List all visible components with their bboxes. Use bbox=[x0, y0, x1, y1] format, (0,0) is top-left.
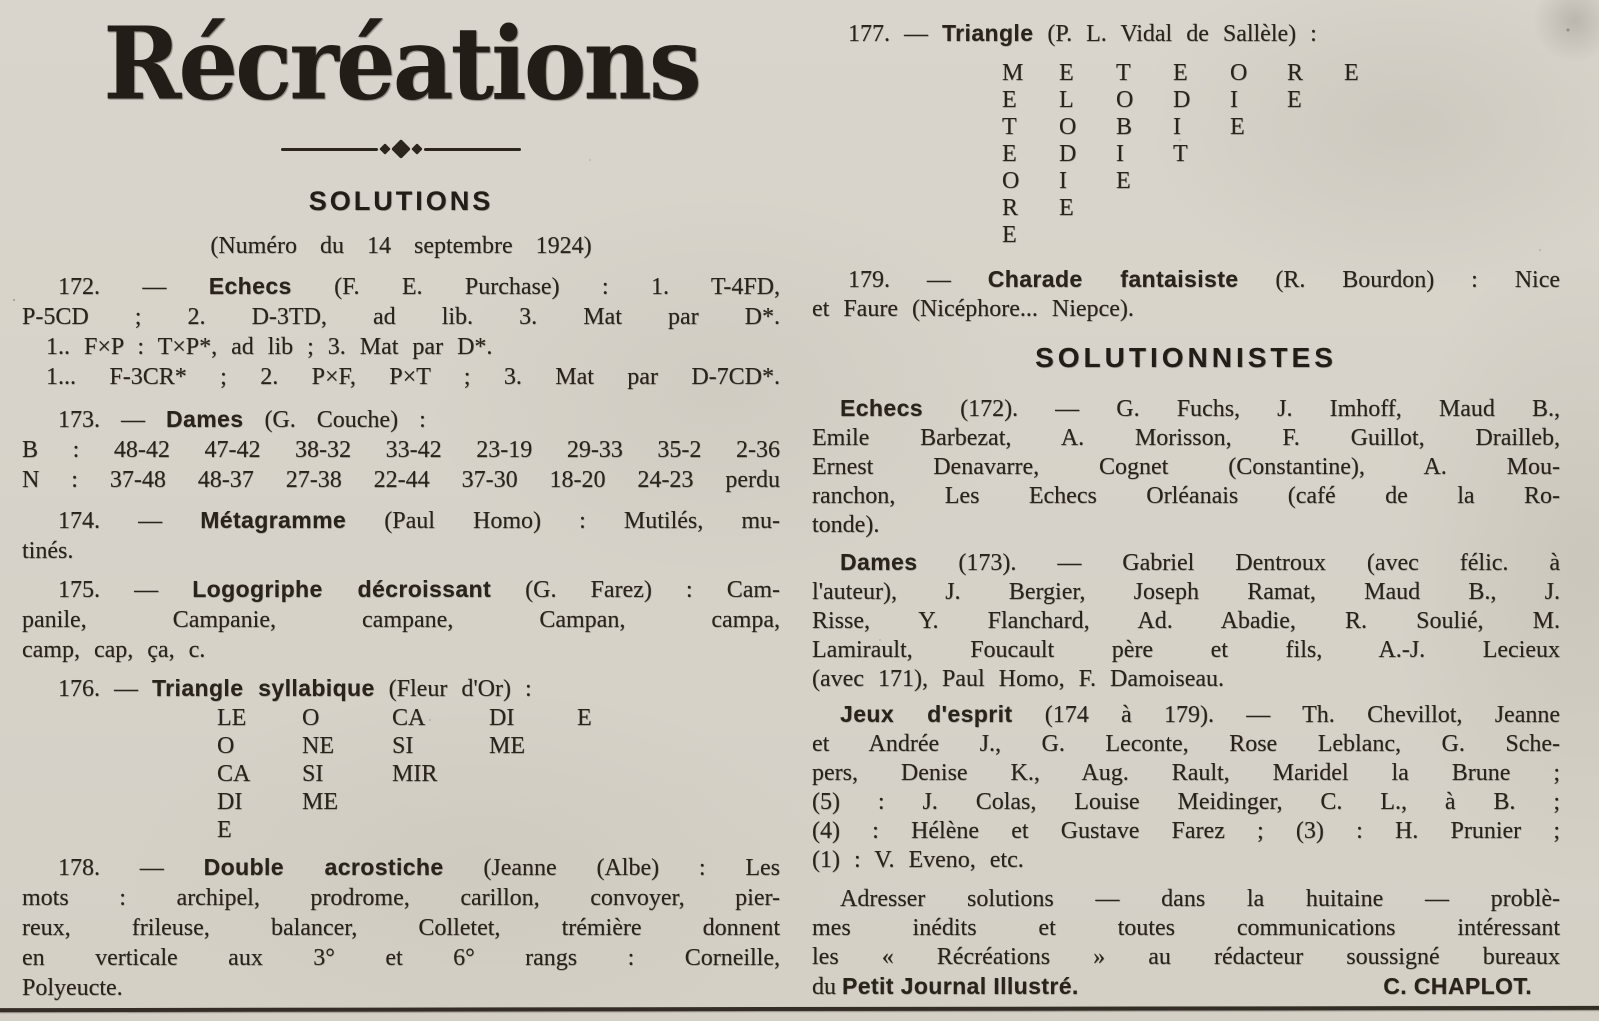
editor-notice-line-2: mes inédits et toutes communications intéressant bbox=[812, 915, 1560, 941]
solutionnistes-dames-line-4: Lamirault, Foucault père et fils, A.-J. Lecieux bbox=[812, 637, 1560, 663]
solution-173-title: Dames bbox=[166, 406, 244, 432]
solution-176-number: 176. — bbox=[58, 676, 152, 702]
solution-176 bbox=[22, 673, 780, 844]
solution-179-line-2: et Faure (Nicéphore... Niepce). bbox=[812, 296, 1134, 322]
solutionnistes-jeux-title: Jeux d'esprit bbox=[840, 701, 1013, 727]
solution-179-lead-rest: (R. Bourdon) : Nice bbox=[1238, 267, 1560, 293]
triangle-cell: I bbox=[1116, 141, 1124, 167]
letter-triangle bbox=[812, 60, 1560, 249]
triangle-cell: T bbox=[1173, 141, 1188, 167]
triangle-cell: MIR bbox=[392, 761, 438, 787]
journal-name-prefix: du bbox=[812, 974, 842, 1000]
bottom-rule-divider bbox=[0, 1006, 1599, 1012]
solution-173-number: 173. — bbox=[58, 407, 166, 433]
journal-name-phrase bbox=[812, 972, 1079, 1002]
triangle-cell: O bbox=[1002, 168, 1020, 194]
solution-177 bbox=[812, 18, 1560, 249]
solution-172-lead-rest: (F. E. Purchase) : 1. T-4FD, bbox=[291, 274, 781, 300]
triangle-cell: DI bbox=[217, 789, 243, 815]
triangle-cell: R bbox=[1287, 60, 1304, 86]
solutionnistes-dames bbox=[812, 548, 1560, 694]
triangle-cell: T bbox=[1116, 60, 1131, 86]
triangle-cell: E bbox=[1002, 87, 1017, 113]
triangle-cell: T bbox=[1002, 114, 1017, 140]
solution-175-line-2: panile, Campanie, campane, Campan, campa, bbox=[22, 607, 780, 633]
triangle-row bbox=[1002, 195, 1560, 222]
triangle-row bbox=[217, 788, 780, 816]
page-title: Récréations bbox=[103, 5, 699, 124]
solution-177-lead-rest: (P. L. Vidal de Sallèle) : bbox=[1033, 21, 1317, 47]
issue-reference-line: (Numéro du 14 septembre 1924) bbox=[210, 233, 592, 259]
triangle-cell: O bbox=[217, 733, 235, 759]
triangle-cell: D bbox=[1173, 87, 1191, 113]
solution-174-lead-rest: (Paul Homo) : Mutilés, mu- bbox=[346, 508, 780, 534]
triangle-row bbox=[1002, 60, 1560, 87]
triangle-cell: E bbox=[577, 705, 592, 731]
solutionnistes-jeux-lead bbox=[812, 700, 1560, 730]
solution-173-row-white: B : 48-42 47-42 38-32 33-42 23-19 29-33 35-2 2-36 bbox=[22, 437, 780, 463]
solution-172-number: 172. — bbox=[58, 274, 209, 300]
solution-177-title: Triangle bbox=[942, 20, 1034, 46]
solution-176-lead-rest: (Fleur d'Or) : bbox=[374, 676, 532, 702]
solution-178-number: 178. — bbox=[58, 855, 204, 881]
syllabic-triangle bbox=[22, 704, 780, 844]
solution-179-title: Charade fantaisiste bbox=[987, 266, 1239, 292]
solution-178-line-3: reux, frileuse, balancer, Colletet, trémière donnent bbox=[22, 915, 780, 941]
triangle-row bbox=[1002, 114, 1560, 141]
solutionnistes-jeux-line-3: pers, Denise K., Aug. Rault, Maridel la Brune ; bbox=[812, 760, 1560, 786]
solutionnistes-dames-line-2: l'auteur), J. Bergier, Joseph Ramat, Maud B., J. bbox=[812, 579, 1560, 605]
solution-174 bbox=[22, 505, 780, 566]
solution-176-lead bbox=[22, 673, 780, 704]
solution-172-line-4: 1... F-3CR* ; 2. P×F, P×T ; 3. Mat par D-7CD*. bbox=[46, 364, 780, 390]
triangle-cell: D bbox=[1059, 141, 1077, 167]
solution-174-line-2: tinés. bbox=[22, 538, 74, 564]
solution-174-title: Métagramme bbox=[200, 507, 347, 533]
triangle-cell: E bbox=[1287, 87, 1302, 113]
triangle-cell: E bbox=[1002, 222, 1017, 248]
triangle-row bbox=[217, 732, 780, 760]
right-column bbox=[812, 0, 1560, 1002]
triangle-cell: I bbox=[1230, 87, 1238, 113]
triangle-cell: E bbox=[1059, 60, 1074, 86]
solutionnistes-dames-line-5: (avec 171), Paul Homo, F. Damoiseau. bbox=[812, 666, 1224, 692]
divider-diamond-icon bbox=[391, 139, 411, 159]
solution-178 bbox=[22, 852, 780, 1003]
journal-name: Petit Journal Illustré. bbox=[842, 973, 1079, 999]
solutionnistes-jeux-line-4: (5) : J. Colas, Louise Meidinger, C. L., à B. ; bbox=[812, 789, 1560, 815]
triangle-cell: DI bbox=[489, 705, 515, 731]
solution-178-line-2: mots : archipel, prodrome, carillon, convoyer, pier- bbox=[22, 885, 780, 911]
solution-173 bbox=[22, 404, 780, 495]
solution-179-number: 179. — bbox=[848, 267, 988, 293]
triangle-cell: L bbox=[1059, 87, 1074, 113]
triangle-row bbox=[1002, 222, 1560, 249]
solutionnistes-jeux-line-5: (4) : Hélène et Gustave Farez ; (3) : H. Prunier ; bbox=[812, 818, 1560, 844]
solutions-heading: SOLUTIONS bbox=[308, 186, 494, 216]
triangle-cell: O bbox=[1059, 114, 1077, 140]
solution-178-line-5: Polyeucte. bbox=[22, 975, 123, 1001]
solution-177-number: 177. — bbox=[848, 21, 942, 47]
triangle-cell: E bbox=[217, 817, 232, 843]
solutionnistes-jeux bbox=[812, 700, 1560, 875]
divider-line-right bbox=[424, 148, 521, 151]
solution-175-number: 175. — bbox=[58, 577, 193, 603]
editor-notice bbox=[812, 885, 1560, 1002]
solution-175-title: Logogriphe décroissant bbox=[192, 576, 492, 602]
triangle-cell: I bbox=[1173, 114, 1181, 140]
triangle-cell: R bbox=[1002, 195, 1019, 221]
solutionnistes-dames-lead-rest: (173). — Gabriel Dentroux (avec félic. à bbox=[917, 550, 1560, 576]
solutionnistes-echecs-line-2: Emile Barbezat, A. Morisson, F. Guillot, Drailleb, bbox=[812, 425, 1560, 451]
divider-line-left bbox=[281, 148, 378, 151]
left-column bbox=[22, 0, 780, 1003]
solution-173-row-black: N : 37-48 48-37 27-38 22-44 37-30 18-20 24-23 perdu bbox=[22, 467, 780, 493]
triangle-cell: I bbox=[1059, 168, 1067, 194]
solution-175-lead bbox=[22, 574, 780, 605]
solutionnistes-echecs-line-3: Ernest Denavarre, Cognet (Constantine), A. Mou- bbox=[812, 454, 1560, 480]
triangle-cell: CA bbox=[217, 761, 251, 787]
triangle-cell: SI bbox=[392, 733, 414, 759]
triangle-row bbox=[1002, 87, 1560, 114]
solutionnistes-echecs-lead bbox=[812, 394, 1560, 424]
triangle-cell: B bbox=[1116, 114, 1133, 140]
editor-notice-line-1: Adresser solutions — dans la huitaine — problè- bbox=[840, 886, 1560, 912]
divider-dot-right bbox=[411, 143, 422, 154]
solutionnistes-echecs-lead-rest: (172). — G. Fuchs, J. Imhoff, Maud B., bbox=[922, 396, 1560, 422]
triangle-cell: O bbox=[1230, 60, 1248, 86]
triangle-cell: ME bbox=[489, 733, 525, 759]
solutionnistes-dames-title: Dames bbox=[840, 549, 918, 575]
solution-173-lead-rest: (G. Couche) : bbox=[243, 407, 426, 433]
solution-178-line-4: en verticale aux 3° et 6° rangs : Corneille, bbox=[22, 945, 780, 971]
solution-172-title: Echecs bbox=[208, 273, 292, 299]
solutionnistes-echecs-line-4: ranchon, Les Echecs Orléanais (café de la Ro- bbox=[812, 483, 1560, 509]
triangle-cell: E bbox=[1344, 60, 1359, 86]
triangle-cell: O bbox=[1116, 87, 1134, 113]
triangle-cell: E bbox=[1002, 141, 1017, 167]
solution-174-number: 174. — bbox=[58, 508, 201, 534]
triangle-cell: E bbox=[1230, 114, 1245, 140]
editor-notice-line-3: les « Récréations » au rédacteur soussigné bureaux bbox=[812, 944, 1560, 970]
solution-178-lead bbox=[22, 852, 780, 883]
solution-175-line-3: camp, cap, ça, c. bbox=[22, 637, 206, 663]
triangle-cell: M bbox=[1002, 60, 1024, 86]
solution-172 bbox=[22, 271, 780, 392]
solution-172-line-2: P-5CD ; 2. D-3TD, ad lib. 3. Mat par D*. bbox=[22, 304, 780, 330]
solution-175-lead-rest: (G. Farez) : Cam- bbox=[491, 577, 781, 603]
solutionnistes-dames-line-3: Risse, Y. Flanchard, Ad. Abadie, R. Soulié, M. bbox=[812, 608, 1560, 634]
solution-172-lead bbox=[22, 271, 780, 302]
triangle-cell: ME bbox=[302, 789, 338, 815]
solution-179-lead bbox=[812, 265, 1560, 295]
triangle-cell: SI bbox=[302, 761, 324, 787]
solutionnistes-jeux-lead-rest: (174 à 179). — Th. Chevillot, Jeanne bbox=[1012, 702, 1560, 728]
solutionnistes-heading: SOLUTIONNISTES bbox=[1035, 342, 1337, 373]
editor-notice-line-4 bbox=[812, 972, 1560, 1002]
triangle-cell: LE bbox=[217, 705, 247, 731]
solution-179 bbox=[812, 265, 1560, 324]
solution-176-title: Triangle syllabique bbox=[152, 675, 375, 701]
triangle-cell: E bbox=[1173, 60, 1188, 86]
triangle-row bbox=[1002, 141, 1560, 168]
solutionnistes-jeux-line-6: (1) : V. Eveno, etc. bbox=[812, 847, 1024, 873]
solutionnistes-echecs bbox=[812, 394, 1560, 540]
title-divider-ornament bbox=[281, 142, 521, 156]
solution-177-lead bbox=[812, 18, 1560, 50]
signature: C. CHAPLOT. bbox=[1383, 973, 1532, 999]
solutionnistes-echecs-title: Echecs bbox=[840, 395, 923, 421]
solution-178-lead-rest: (Jeanne (Albe) : Les bbox=[443, 855, 781, 881]
triangle-cell: E bbox=[1116, 168, 1131, 194]
triangle-row bbox=[217, 760, 780, 788]
solution-175 bbox=[22, 574, 780, 665]
solution-173-lead bbox=[22, 404, 780, 435]
divider-dot-left bbox=[379, 143, 390, 154]
triangle-row bbox=[217, 704, 780, 732]
triangle-cell: CA bbox=[392, 705, 426, 731]
triangle-cell: NE bbox=[302, 733, 334, 759]
triangle-row bbox=[1002, 168, 1560, 195]
solutionnistes-dames-lead bbox=[812, 548, 1560, 578]
solution-172-line-3: 1.. F×P : T×P*, ad lib ; 3. Mat par D*. bbox=[46, 334, 493, 360]
triangle-cell: O bbox=[302, 705, 320, 731]
solutionnistes-echecs-line-5: tonde). bbox=[812, 512, 880, 538]
solutionnistes-jeux-line-2: et Andrée J., G. Leconte, Rose Leblanc, G. Sche- bbox=[812, 731, 1560, 757]
solution-174-lead bbox=[22, 505, 780, 536]
solution-178-title: Double acrostiche bbox=[203, 854, 444, 880]
triangle-cell: E bbox=[1059, 195, 1074, 221]
triangle-row bbox=[217, 816, 780, 844]
